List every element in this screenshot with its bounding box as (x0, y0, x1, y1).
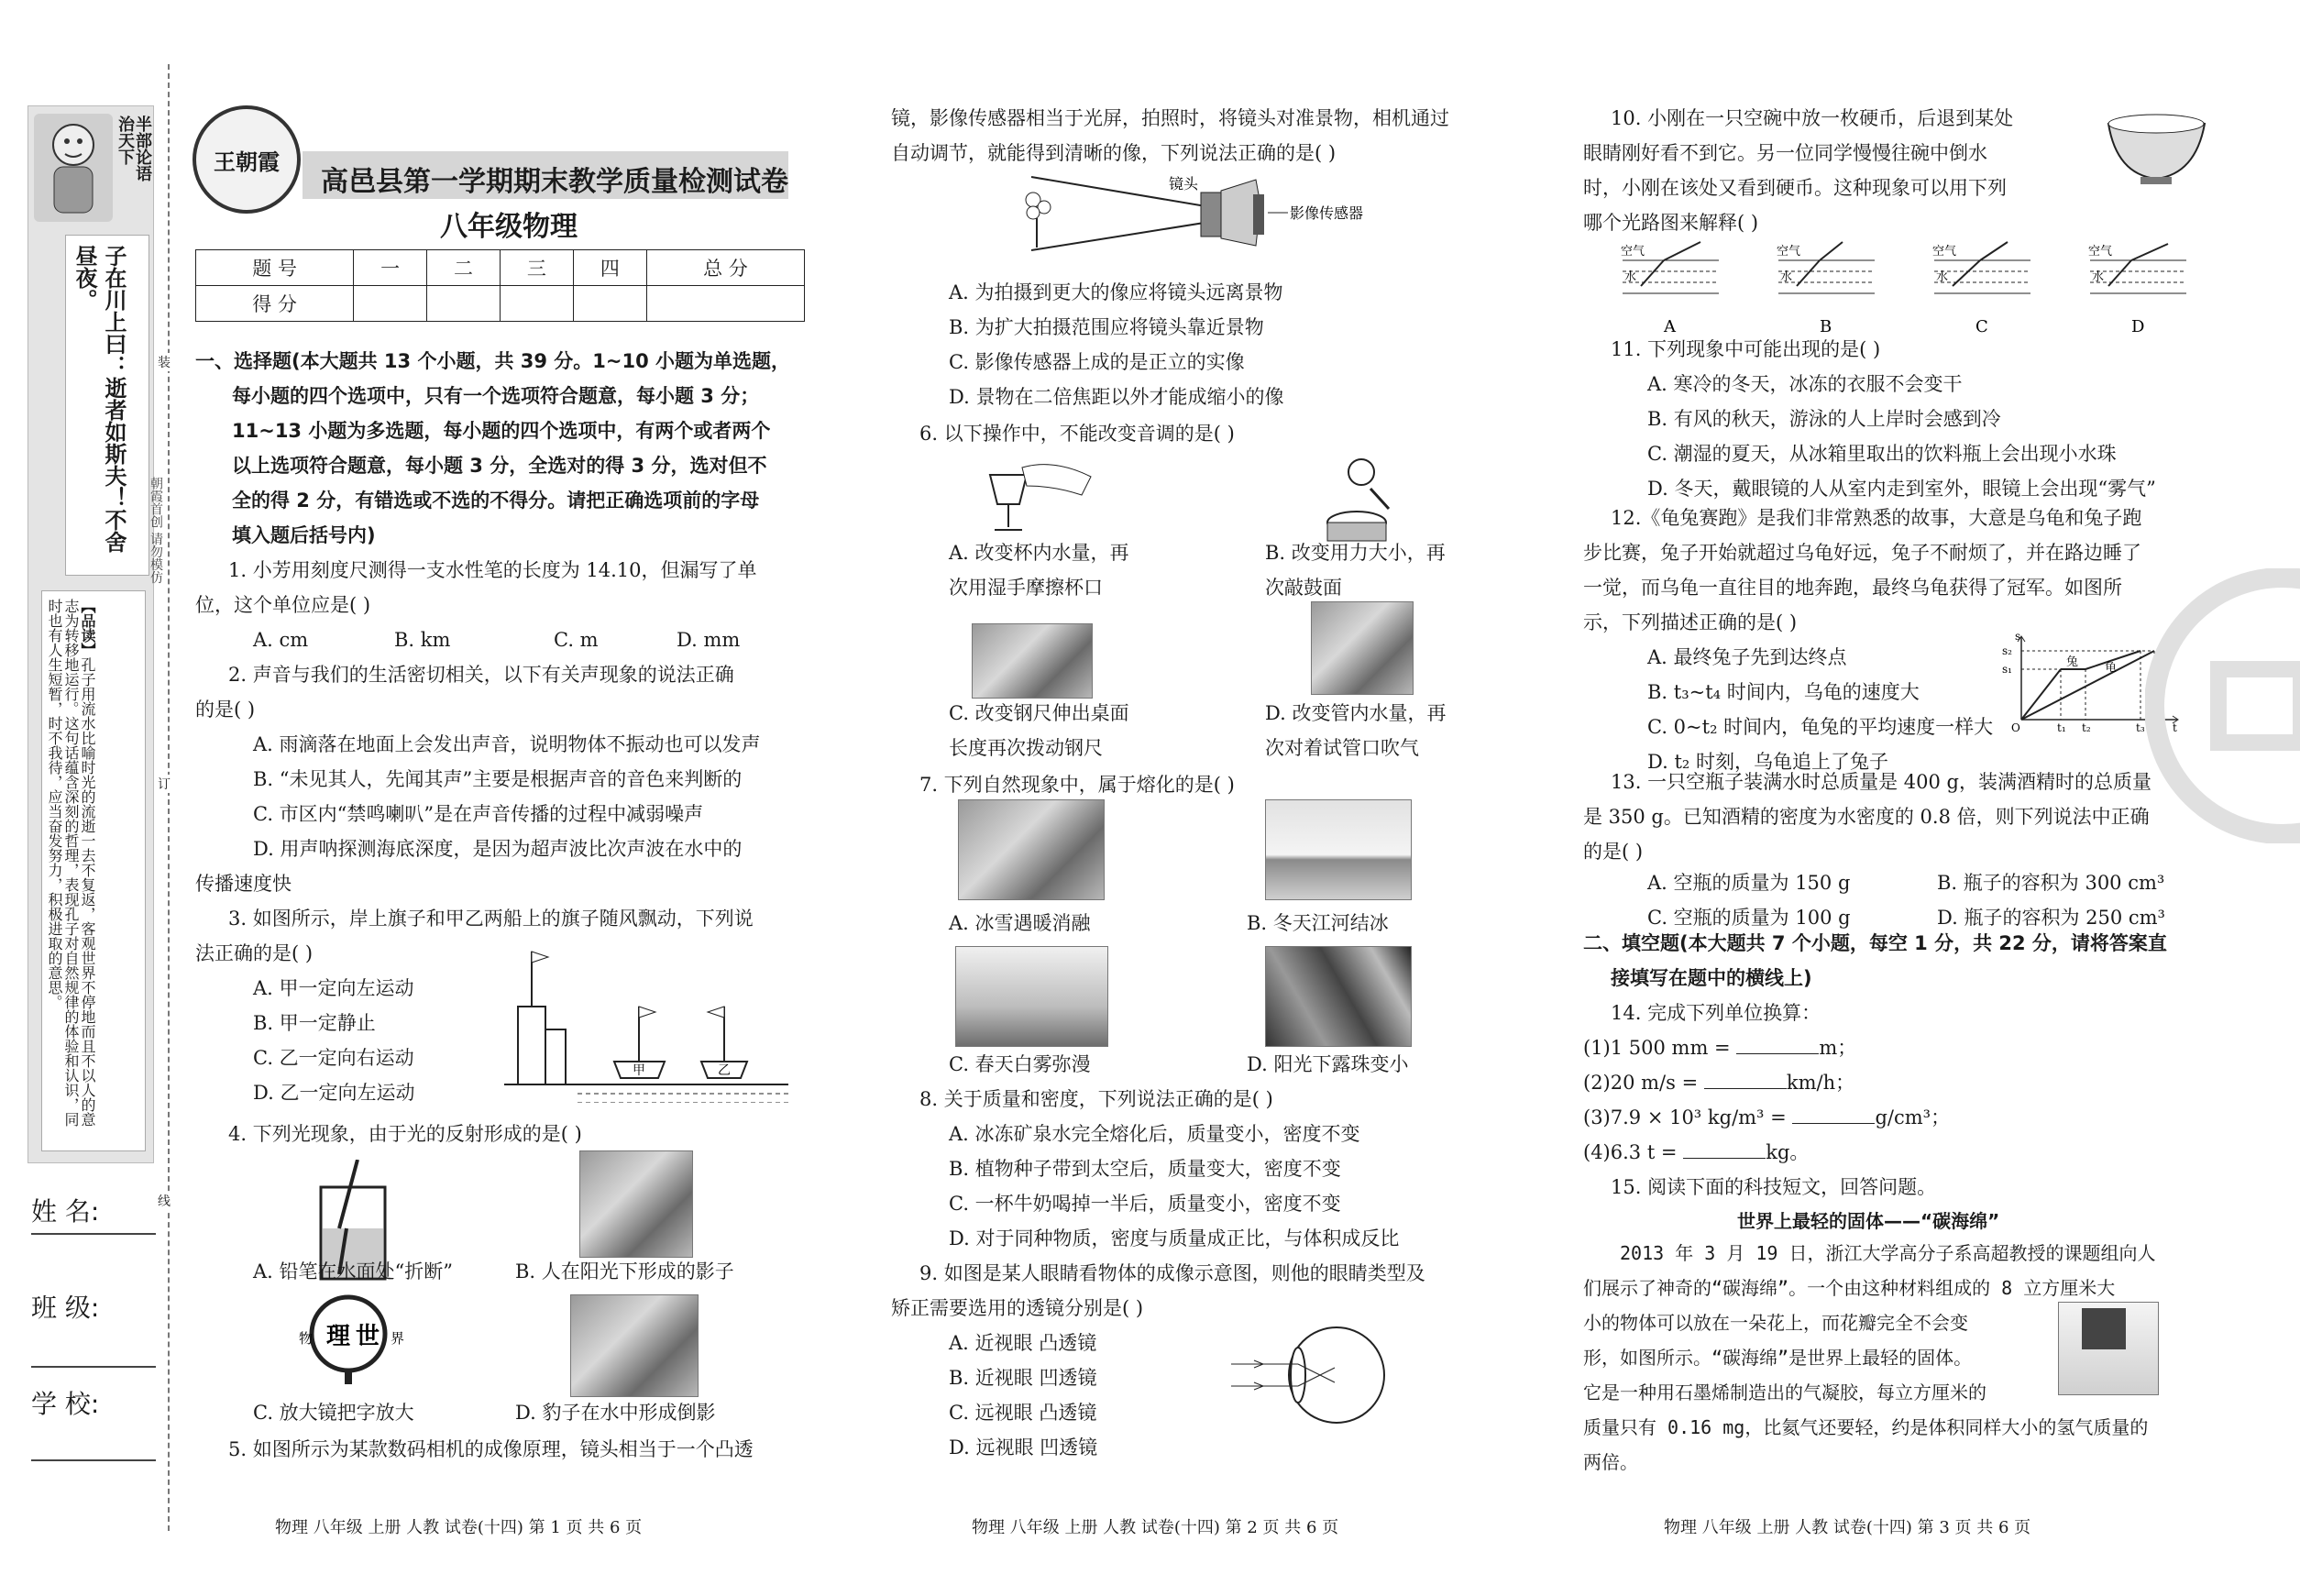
score-cell[interactable] (573, 286, 646, 322)
svg-text:物: 物 (299, 1330, 314, 1347)
svg-text:空气: 空气 (1621, 245, 1645, 259)
q4b-shadow-photo (579, 1150, 693, 1258)
school-field-line[interactable] (31, 1459, 156, 1461)
binding-note: 朝霞首创 请勿模仿 (149, 477, 163, 584)
q10-diagram-b[interactable] (1777, 242, 1875, 336)
watermark-seal (2145, 568, 2300, 843)
q6c-ruler-photo (972, 623, 1093, 699)
svg-text:兔: 兔 (2066, 655, 2079, 669)
score-row-label: 得 分 (196, 286, 354, 322)
name-field-line[interactable] (31, 1233, 156, 1235)
q14-blank-1[interactable] (1736, 1053, 1819, 1054)
q4d-leopard-photo (570, 1294, 699, 1397)
score-header: 四 (573, 250, 646, 286)
score-cell[interactable] (354, 286, 427, 322)
score-cell[interactable] (500, 286, 573, 322)
score-header: 二 (427, 250, 501, 286)
q13-option-d[interactable]: D. 瓶子的容积为 250 cm³ (1937, 907, 2165, 929)
sensor-label: 影像传感器 (1290, 204, 1364, 222)
question-10: 10. 小刚在一只空碗中放一枚硬币，后退到某处 眼睛刚好看不到它。另一位同学慢慢往碗中倒水 时，小刚在该处又看到硬币。这种现象可以用下列 哪个光路图来解释( ) (1583, 107, 2014, 234)
q2-option-b[interactable]: B. “未见其人，先闻其声”主要是根据声音的音色来判断的 (253, 768, 743, 790)
svg-text:t: t (2173, 721, 2177, 733)
svg-text:空气: 空气 (1932, 245, 1957, 259)
svg-text:D: D (2131, 317, 2145, 336)
q7c-fog-photo (955, 946, 1108, 1047)
footer-page-2: 物理 八年级 上册 人教 试卷(十四) 第 2 页 共 6 页 (972, 1518, 1339, 1537)
svg-text:水: 水 (2092, 270, 2105, 284)
q5-camera-diagram (1013, 172, 1380, 259)
q1-option-b[interactable]: B. km (394, 629, 451, 651)
binding-mark-1: 装 (158, 353, 171, 371)
q4-option-c[interactable]: C. 放大镜把字放大 (253, 1402, 414, 1424)
q3-option-c[interactable]: C. 乙一定向右运动 (253, 1047, 414, 1069)
q7b-frozen-river-photo (1265, 799, 1412, 900)
svg-text:龟: 龟 (2105, 661, 2118, 675)
q11-option-a[interactable]: A. 寒冷的冬天，冰冻的衣服不会变干 (1647, 373, 1963, 395)
svg-text:空气: 空气 (1777, 245, 1801, 259)
q10-diagram-a[interactable] (1621, 242, 1719, 336)
q6-option-b[interactable]: B. 改变用力大小，再 次敲鼓面 (1265, 542, 1446, 599)
q4-option-d[interactable]: D. 豹子在水中形成倒影 (515, 1402, 716, 1424)
svg-text:s₂: s₂ (2002, 644, 2012, 657)
class-field-line[interactable] (31, 1366, 156, 1368)
q1-option-d[interactable]: D. mm (677, 629, 741, 651)
binding-sidebar (28, 105, 154, 1163)
q2-option-d[interactable]: D. 用声呐探测海底深度，是因为超声波比次声波在水中的 (253, 838, 743, 860)
svg-text:水: 水 (1780, 270, 1793, 284)
q12-option-b[interactable]: B. t₃~t₄ 时间内，乌龟的速度大 (1647, 681, 1920, 703)
name-field-label: 姓 名: (31, 1196, 100, 1227)
question-15: 15. 阅读下面的科技短文，回答问题。 (1611, 1176, 1937, 1198)
question-11: 11. 下列现象中可能出现的是( ) A. 寒冷的冬天，冰冻的衣服不会变干 B. 有风的秋天，游泳的人上岸时会感到冷 C. 潮湿的夏天，从冰箱里取出的饮料瓶上会出现小水珠 D. 冬天，戴眼镜的人从室内走到室外，眼镜上会出现“雾气” (1611, 332, 2156, 506)
q11-option-c[interactable]: C. 潮湿的夏天，从冰箱里取出的饮料瓶上会出现小水珠 (1647, 443, 2117, 465)
svg-text:t₄: t₄ (2151, 721, 2160, 733)
lens-label: 镜头 (1169, 175, 1199, 193)
score-header: 一 (354, 250, 427, 286)
q13-option-b[interactable]: B. 瓶子的容积为 300 cm³ (1937, 872, 2165, 894)
svg-text:C: C (1975, 317, 1988, 336)
class-field-label: 班 级: (31, 1293, 100, 1323)
svg-text:O: O (2011, 721, 2020, 733)
score-header: 三 (500, 250, 573, 286)
q10-light-path-options (1613, 240, 2218, 336)
svg-text:s₁: s₁ (2002, 663, 2012, 676)
question-9: 9. 如图是某人眼睛看物体的成像示意图，则他的眼睛类型及 矫正需要选用的透镜分别是( ) A. 近视眼 凸透镜 B. 近视眼 凹透镜 C. 远视眼 凸透镜 D. 远视眼 凹透镜 (891, 1256, 1425, 1465)
q9-option-a[interactable]: A. 近视眼 凸透镜 (949, 1332, 1097, 1354)
question-5: 5. 如图所示为某款数码相机的成像原理，镜头相当于一个凸透 (228, 1438, 754, 1460)
question-8: 8. 关于质量和密度，下列说法正确的是( ) A. 冰冻矿泉水完全熔化后，质量变小，密度不变 B. 植物种子带到太空后，质量变大，密度不变 C. 一杯牛奶喝掉一半后，质量变小，密度不变 D. 对于同种物质，密度与质量成正比，与体积成反比 (919, 1082, 1399, 1256)
q8-option-a[interactable]: A. 冰冻矿泉水完全熔化后，质量变小，密度不变 (949, 1123, 1360, 1145)
score-header: 题 号 (196, 250, 354, 286)
question-12: 12.《龟兔赛跑》是我们非常熟悉的故事，大意是乌龟和兔子跑 步比赛，兔子开始就超过乌龟好远，兔子不耐烦了，并在路边睡了 一觉，而乌龟一直往目的地奔跑，最终乌龟获得了冠军。如图所 示，下列描述正确的是( ) A. 最终兔子先到达终点 B. t₃~t₄ 时间内，乌龟的速度大 C. 0~t₂ 时间内，龟兔的平均速度一样大 D. t₂ 时刻，乌龟追上了兔子 (1583, 501, 2141, 779)
svg-text:B: B (1820, 317, 1832, 336)
svg-text:空气: 空气 (2088, 245, 2113, 259)
article-title: 世界上最轻的固体——“碳海绵” (1737, 1210, 2000, 1232)
footer-page-1: 物理 八年级 上册 人教 试卷(十四) 第 1 页 共 6 页 (275, 1518, 643, 1537)
q4c-magnifier (292, 1293, 411, 1384)
q14-items: (1)1 500 mm = m； (2)20 m/s = km/h； (3)7.9 × 10³ kg/m³ = g/cm³； (4)6.3 t = kg。 (1583, 1037, 1951, 1163)
question-13: 13. 一只空瓶子装满水时总质量是 400 g，装满酒精时的总质量 是 350 g。已知酒精的密度为水密度的 0.8 倍，则下列说法中正确 的是( ) (1583, 771, 2151, 863)
pindu-text: 【品读】孔子用流水比喻时光的流逝一去不复返，客观世界不停地而且不以人的意志为转移地运行。这句话蕴含深刻的哲理，表现孔子对自然规律的体验和认识，同时也有人生短暂，时不我待，应当奋发努力，积极进取的意思。 (46, 599, 96, 1127)
school-field-label: 学 校: (31, 1389, 100, 1419)
q7-option-a[interactable]: A. 冰雪遇暖消融 (949, 912, 1091, 934)
question-5-cont: 镜，影像传感器相当于光屏，拍照时，将镜头对准景物，相机通过 自动调节，就能得到清晰的像，下列说法正确的是( ) (891, 107, 1449, 164)
q9-option-c[interactable]: C. 远视眼 凸透镜 (949, 1402, 1097, 1424)
q8-option-b[interactable]: B. 植物种子带到太空后，质量变大，密度不变 (949, 1158, 1341, 1180)
score-cell[interactable] (427, 286, 501, 322)
q10-diagram-c[interactable] (1932, 242, 2030, 336)
question-3: 3. 如图所示，岸上旗子和甲乙两船上的旗子随风飘动，下列说 法正确的是( ) A. 甲一定向左运动 B. 甲一定静止 C. 乙一定向右运动 D. 乙一定向左运动 (195, 901, 754, 1110)
quote-box (65, 235, 149, 576)
q11-option-b[interactable]: B. 有风的秋天，游泳的人上岸时会感到冷 (1647, 408, 2001, 430)
sidebar-quote: 子在川上曰：逝者如斯夫！不舍昼夜。 (72, 245, 127, 553)
q2-option-a[interactable]: A. 雨滴落在地面上会发出声音，说明物体不振动也可以发声 (253, 733, 761, 755)
svg-text:理: 理 (326, 1323, 351, 1350)
question-14: 14. 完成下列单位换算： (1611, 1002, 1821, 1024)
q8-option-c[interactable]: C. 一杯牛奶喝掉一半后，质量变小，密度不变 (949, 1193, 1341, 1215)
q9-option-b[interactable]: B. 近视眼 凹透镜 (949, 1367, 1097, 1389)
q10-bowl-picture (2104, 105, 2209, 188)
question-7: 7. 下列自然现象中，属于熔化的是( ) (919, 774, 1235, 796)
question-2: 2. 声音与我们的生活密切相关，以下有关声现象的说法正确 的是( ) A. 雨滴落在地面上会发出声音，说明物体不振动也可以发声 B. “未见其人，先闻其声”主要是根据声音的音色来判断的 C. 市区内“禁鸣喇叭”是在声音传播的过程中减弱噪声 D. 用声呐探测海底深度，是因为超声波比次声波在水中的 传播速度快 (195, 664, 761, 895)
question-1: 1. 小芳用刻度尺测得一支水性笔的长度为 14.10，但漏写了单 位，这个单位应是( ) (195, 559, 757, 616)
footer-page-3: 物理 八年级 上册 人教 试卷(十四) 第 3 页 共 6 页 (1664, 1518, 2031, 1537)
q9-option-d[interactable]: D. 远视眼 凹透镜 (949, 1436, 1098, 1458)
q5-option-a[interactable]: A. 为拍摄到更大的像应将镜头远离景物 (949, 281, 1283, 303)
q6-option-d[interactable]: D. 改变管内水量，再 次对着试管口吹气 (1265, 702, 1447, 759)
q4-option-a[interactable]: A. 铅笔在水面处“折断” (253, 1260, 453, 1282)
q5-option-d[interactable]: D. 景物在二倍焦距以外才能成缩小的像 (949, 386, 1284, 408)
binding-line (168, 64, 170, 1531)
q6b-drum (1320, 454, 1403, 545)
q1-option-c[interactable]: C. m (554, 629, 599, 651)
boat-yi-label: 乙 (718, 1063, 731, 1078)
q7-option-d[interactable]: D. 阳光下露珠变小 (1247, 1053, 1409, 1075)
q7a-melting-snow-photo (958, 799, 1105, 900)
svg-text:界: 界 (391, 1330, 405, 1347)
q12-option-d[interactable]: D. t₂ 时刻，乌龟追上了兔子 (1647, 751, 1888, 773)
svg-text:A: A (1664, 317, 1676, 336)
q7-option-b[interactable]: B. 冬天江河结冰 (1247, 912, 1389, 934)
svg-text:t₁: t₁ (2057, 721, 2066, 733)
q7-option-c[interactable]: C. 春天白雾弥漫 (949, 1053, 1091, 1075)
q3-option-a[interactable]: A. 甲一定向左运动 (253, 977, 414, 999)
exam-subtitle: 八年级物理 (440, 211, 578, 243)
svg-text:t₃: t₃ (2136, 721, 2145, 733)
svg-text:世: 世 (356, 1323, 380, 1350)
q3-option-b[interactable]: B. 甲一定静止 (253, 1012, 376, 1034)
q13-option-c[interactable]: C. 空瓶的质量为 100 g (1647, 907, 1851, 929)
svg-text:s: s (2015, 633, 2021, 643)
boat-jia-label: 甲 (633, 1063, 645, 1078)
q6a-wine-glass (972, 458, 1095, 539)
article-body: 2013 年 3 月 19 日，浙江大学高分子系高超教授的课题组向人 们展示了神奇的“碳海绵”。一个由这种材料组成的 8 立方厘米大 小的物体可以放在一朵花上，而花瓣完全不会变 形，如图所示。“碳海绵”是世界上最轻的固体。 它是一种用石墨烯制造出的气凝胶，每立方厘米的 质量只有 0.16 mg，比氦气还要轻，约是体积同样大小的氢气质量的 两倍。 (1583, 1242, 2156, 1473)
score-table (195, 249, 805, 322)
svg-text:水: 水 (1936, 270, 1949, 284)
q5-options (949, 275, 1283, 414)
q6-option-c[interactable]: C. 改变钢尺伸出桌面 长度再次拨动钢尺 (949, 702, 1129, 759)
confucius-illustration (34, 114, 113, 222)
score-header: 总 分 (646, 250, 804, 286)
question-4: 4. 下列光现象，由于光的反射形成的是( ) (228, 1123, 582, 1145)
q14-blank-2[interactable] (1704, 1088, 1787, 1089)
q7d-dew-photo (1265, 946, 1412, 1047)
q11-option-d[interactable]: D. 冬天，戴眼镜的人从室内走到室外，眼镜上会出现“雾气” (1647, 478, 2156, 500)
q6-option-a[interactable]: A. 改变杯内水量，再 次用湿手摩擦杯口 (949, 542, 1129, 599)
q3-flags-figure (504, 942, 788, 1103)
q8-option-d[interactable]: D. 对于同种物质，密度与质量成正比，与体积成反比 (949, 1227, 1400, 1249)
q5-option-c[interactable]: C. 影像传感器上成的是正立的实像 (949, 351, 1245, 373)
binding-mark-2: 订 (158, 775, 171, 793)
q12-option-c[interactable]: C. 0~t₂ 时间内，龟兔的平均速度一样大 (1647, 716, 1994, 738)
exam-title: 高邑县第一学期期末教学质量检测试卷 (321, 166, 788, 198)
q10-diagram-d[interactable] (2088, 244, 2186, 336)
q14-blank-4[interactable] (1683, 1158, 1766, 1159)
carbon-sponge-photo (2058, 1302, 2159, 1395)
q4-option-b[interactable]: B. 人在阳光下形成的影子 (515, 1260, 734, 1282)
q3-option-d[interactable]: D. 乙一定向左运动 (253, 1082, 415, 1104)
section-two: 二、填空题(本大题共 7 个小题，每空 1 分，共 22 分，请将答案直 接填写在题中的横线上) (1583, 932, 2167, 989)
q6d-girl-photo (1311, 601, 1414, 695)
q12-option-a[interactable]: A. 最终兔子先到达终点 (1647, 646, 1847, 668)
pindu-box (41, 590, 146, 1151)
publisher-logo: 王朝霞 (193, 105, 301, 214)
q5-option-b[interactable]: B. 为扩大拍摄范围应将镜头靠近景物 (949, 316, 1264, 338)
question-6: 6. 以下操作中，不能改变音调的是( ) (919, 423, 1235, 445)
q9-eye-diagram (1227, 1320, 1401, 1430)
q13-option-a[interactable]: A. 空瓶的质量为 150 g (1647, 872, 1851, 894)
score-cell[interactable] (646, 286, 804, 322)
section-one: 一、选择题(本大题共 13 个小题，共 39 分。1~10 小题为单选题， 每小题的四个选项中，只有一个选项符合题意，每小题 3 分； 11~13 小题为多选题，每小题的四个选项中，有两个或者两个 以上选项符合题意，每小题 3 分，全选对的得 3 分，选对但不 全的得 2 分，有错选或不选的不得分。请把正确选项前的字母 填入题后括号内) (195, 350, 791, 546)
q14-blank-3[interactable] (1792, 1123, 1875, 1124)
q1-option-a[interactable]: A. cm (253, 629, 309, 651)
binding-mark-3: 线 (158, 1192, 171, 1210)
svg-text:水: 水 (1624, 270, 1637, 284)
q2-option-c[interactable]: C. 市区内“禁鸣喇叭”是在声音传播的过程中减弱噪声 (253, 803, 704, 825)
sidebar-tag: 半部论语 治天下 (116, 116, 152, 182)
svg-text:t₂: t₂ (2082, 721, 2091, 733)
